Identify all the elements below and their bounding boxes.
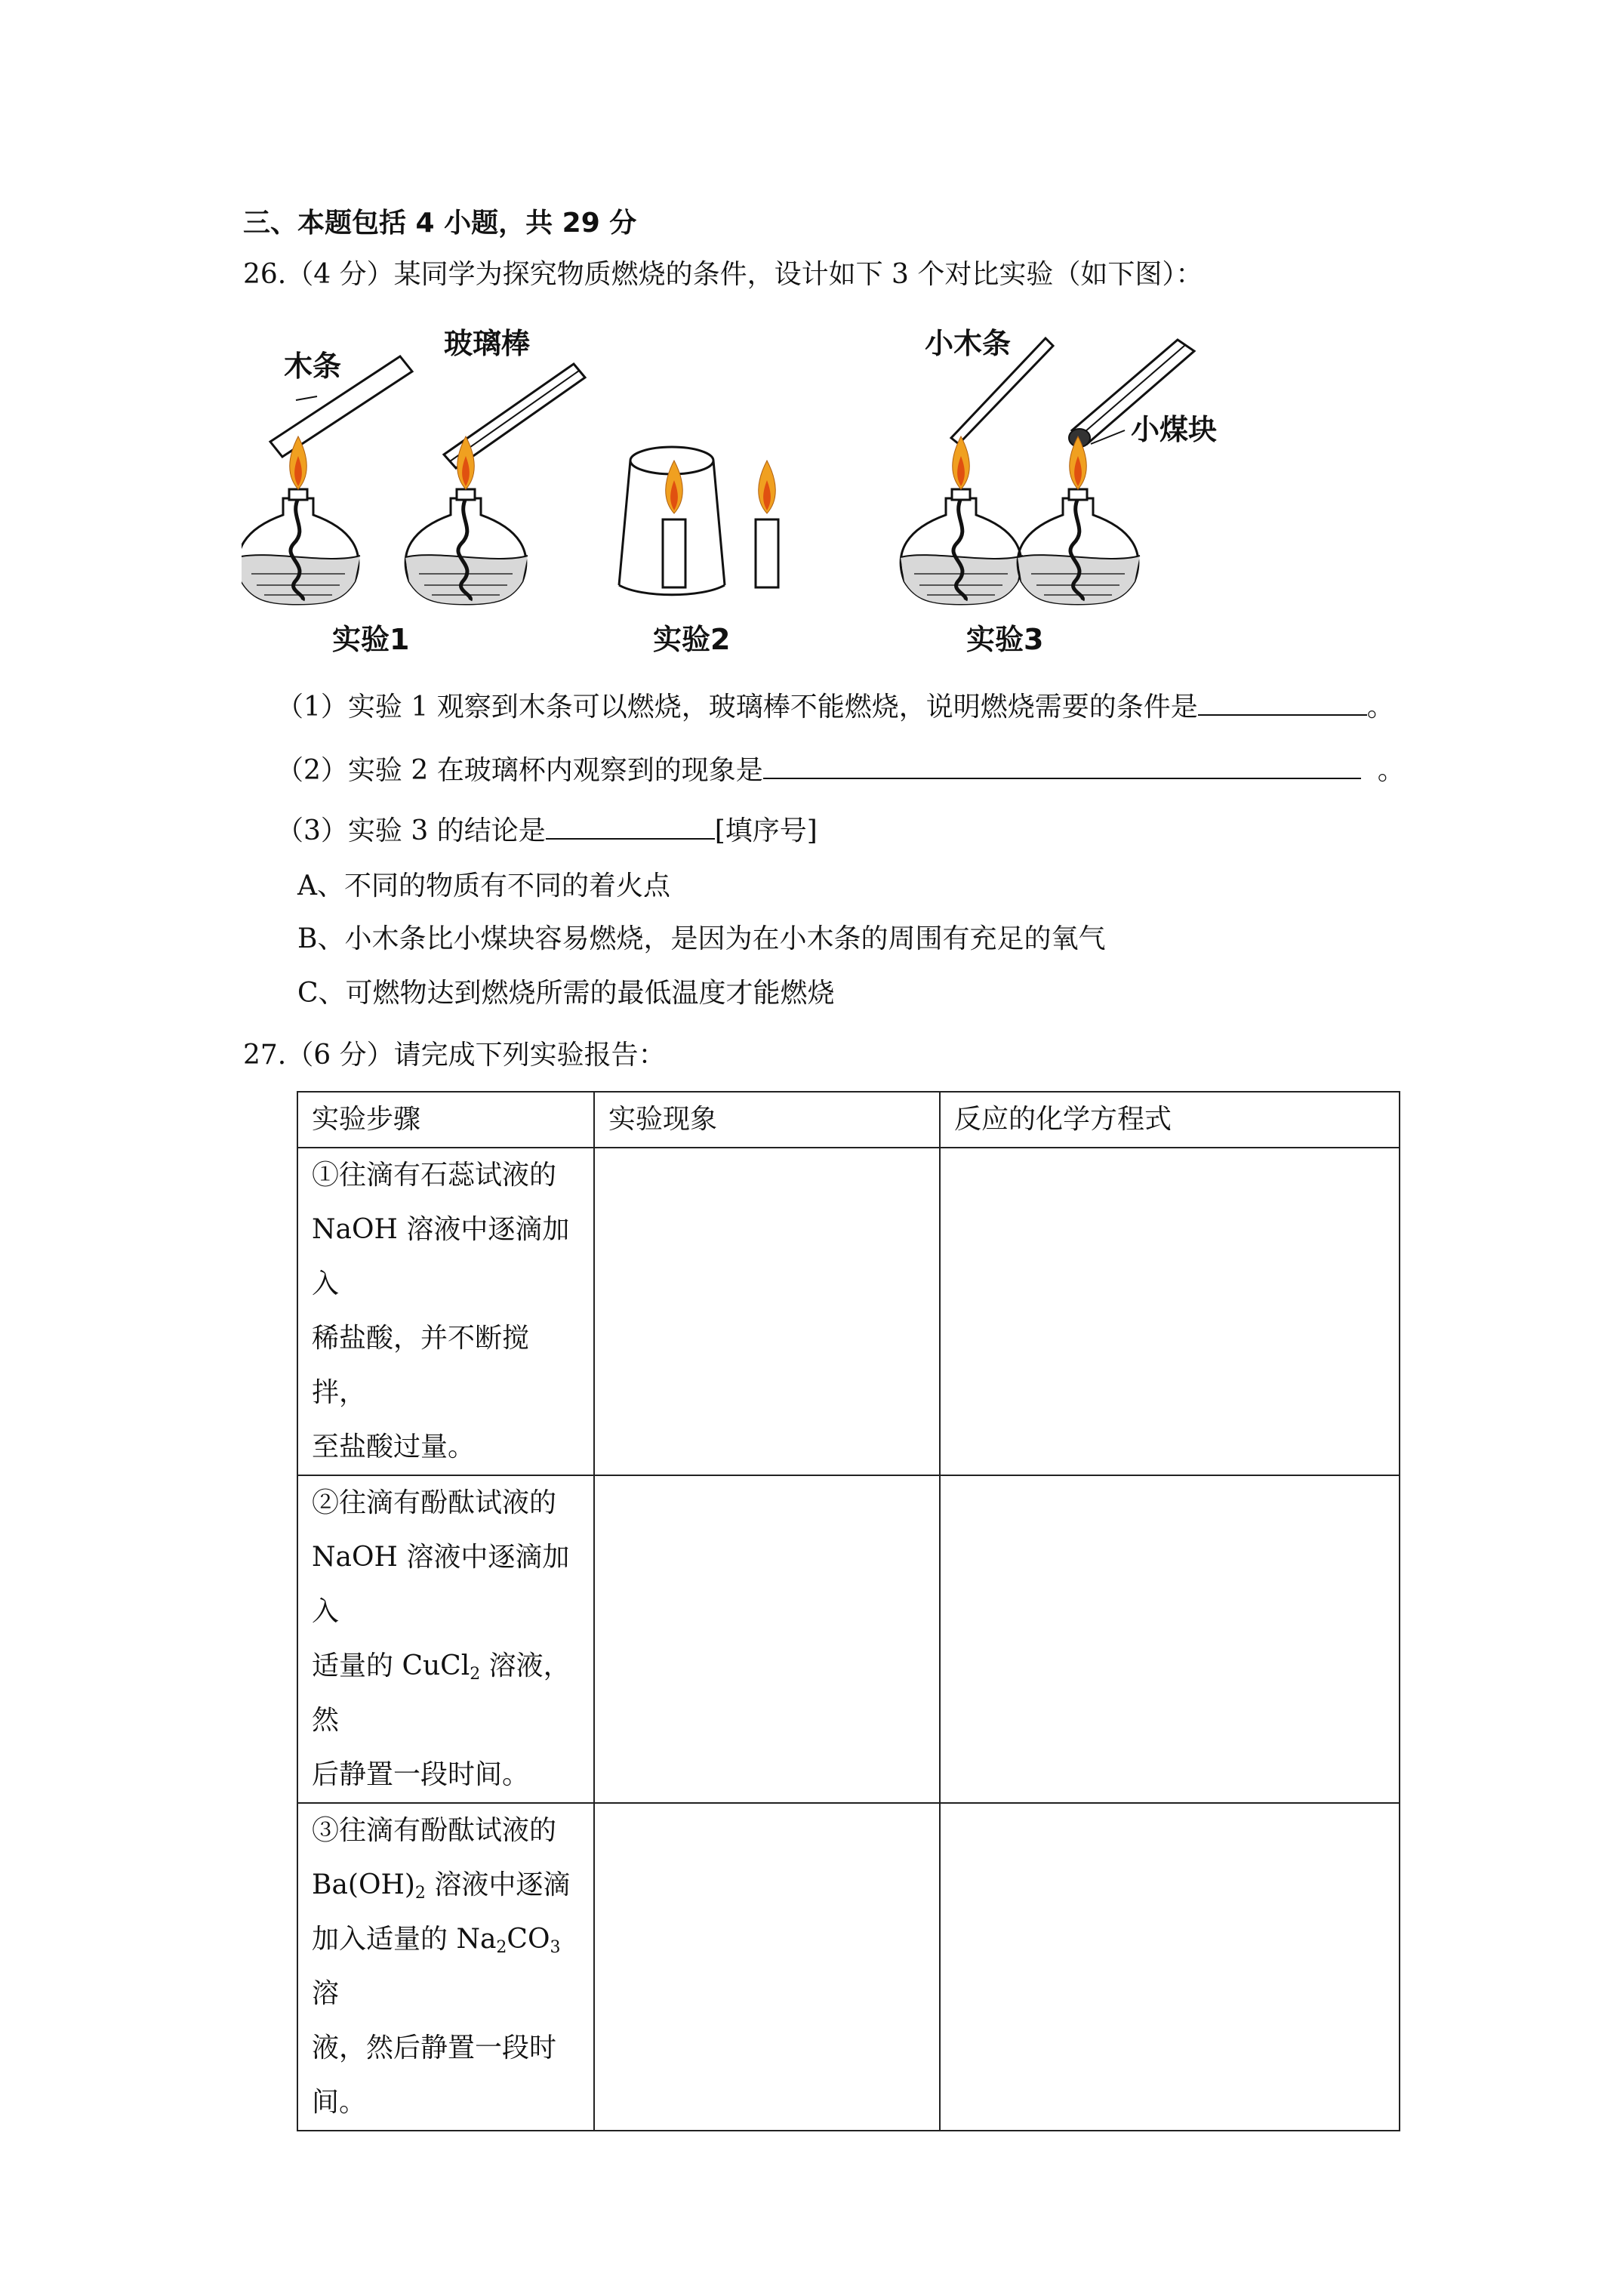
label-small-coal: 小煤块: [1131, 413, 1218, 446]
q26-option-b: B、小木条比小煤块容易燃烧，是因为在小木条的周围有充足的氧气: [297, 923, 1106, 954]
label-exp1: 实验1: [332, 623, 410, 656]
q26-sub3-answer-blank[interactable]: [546, 811, 715, 840]
q26-sub2-answer-blank[interactable]: [763, 750, 1361, 779]
header-phenomena: 实验现象: [594, 1092, 940, 1148]
label-exp2: 实验2: [653, 623, 731, 656]
exp1-lamp-left: [242, 436, 360, 604]
q26-sub1-end: 。: [1366, 692, 1394, 723]
step-line: 稀盐酸，并不断搅拌，: [312, 1323, 530, 1408]
step-line: 适量的 CuCl$_2$ 溶液，然: [312, 1650, 571, 1736]
header-equation: 反应的化学方程式: [940, 1092, 1400, 1148]
table-row: [297, 1803, 1400, 2131]
section-title: 三、本题包括 4 小题，共 29 分: [243, 208, 637, 239]
step-cell: [297, 1148, 594, 1475]
label-glass-rod: 玻璃棒: [444, 327, 531, 360]
q26-sub1-answer-blank[interactable]: [1198, 687, 1367, 716]
header-steps: 实验步骤: [297, 1092, 594, 1148]
q26-sub1-text: （1）实验 1 观察到木条可以燃烧，玻璃棒不能燃烧，说明燃烧需要的条件是: [276, 692, 1198, 723]
exp2-glass-cup: [619, 447, 725, 595]
step-line: 间。: [312, 2087, 367, 2118]
experiment-illustration: [242, 317, 1253, 680]
exp3-small-wood-strip: [925, 327, 1053, 444]
step-line: 至盐酸过量。: [312, 1432, 476, 1462]
step-cell: [297, 1803, 594, 2131]
q27-report-table: [297, 1091, 1400, 2131]
equation-answer-cell[interactable]: [940, 1475, 1400, 1803]
step-line: $Ba(OH)_2$ 溶液中逐滴: [312, 1869, 571, 1903]
label-small-wood-strip: 小木条: [925, 327, 1012, 360]
step-line: NaOH 溶液中逐滴加入: [312, 1542, 570, 1627]
table-row: [297, 1475, 1400, 1803]
q26-sub3-end: [填序号]: [714, 815, 818, 846]
q26-stem: 26.（4 分）某同学为探究物质燃烧的条件，设计如下 3 个对比实验（如下图）：: [243, 259, 1203, 290]
q26-sub2-end: 。: [1377, 755, 1405, 786]
q26-sub3-text: （3）实验 3 的结论是: [276, 815, 546, 846]
q26-option-c: C、可燃物达到燃烧所需的最低温度才能燃烧: [297, 978, 835, 1009]
q26-sub1: [276, 687, 1394, 726]
q27-stem: 27.（6 分）请完成下列实验报告：: [243, 1040, 666, 1071]
exp3-lamp-left: [901, 436, 1023, 604]
exp1-lamp-right: [405, 436, 528, 604]
step-line: ②往滴有酚酞试液的: [312, 1487, 557, 1518]
step-line: 加入适量的 $Na_2CO_3$ 溶: [312, 1924, 561, 2009]
step-line: 液，然后静置一段时: [312, 2032, 557, 2063]
q26-option-a: A、不同的物质有不同的着火点: [297, 871, 670, 901]
q26-sub3: [276, 811, 818, 849]
label-wood-strip: 木条: [284, 350, 342, 383]
equation-answer-cell[interactable]: [940, 1803, 1400, 2131]
table-header-row: [297, 1092, 1400, 1148]
exp3-lamp-right: [1018, 436, 1140, 604]
exp2-open-candle: [756, 461, 778, 587]
table-row: [297, 1148, 1400, 1475]
phenomenon-answer-cell[interactable]: [594, 1475, 940, 1803]
q26-sub2-text: （2）实验 2 在玻璃杯内观察到的现象是: [276, 755, 763, 786]
step-cell: [297, 1475, 594, 1803]
equation-answer-cell[interactable]: [940, 1148, 1400, 1475]
phenomenon-answer-cell[interactable]: [594, 1803, 940, 2131]
step-line: NaOH 溶液中逐滴加入: [312, 1214, 570, 1299]
exp1-wood-strip: [270, 350, 412, 457]
q26-sub2: [276, 750, 1405, 789]
phenomenon-answer-cell[interactable]: [594, 1148, 940, 1475]
step-line: ①往滴有石蕊试液的: [312, 1160, 557, 1191]
exp3-small-coal: [1069, 340, 1217, 447]
q26-figure: [242, 317, 1253, 680]
step-line: 后静置一段时间。: [312, 1759, 530, 1790]
label-exp3: 实验3: [966, 623, 1044, 656]
step-line: ③往滴有酚酞试液的: [312, 1815, 557, 1846]
